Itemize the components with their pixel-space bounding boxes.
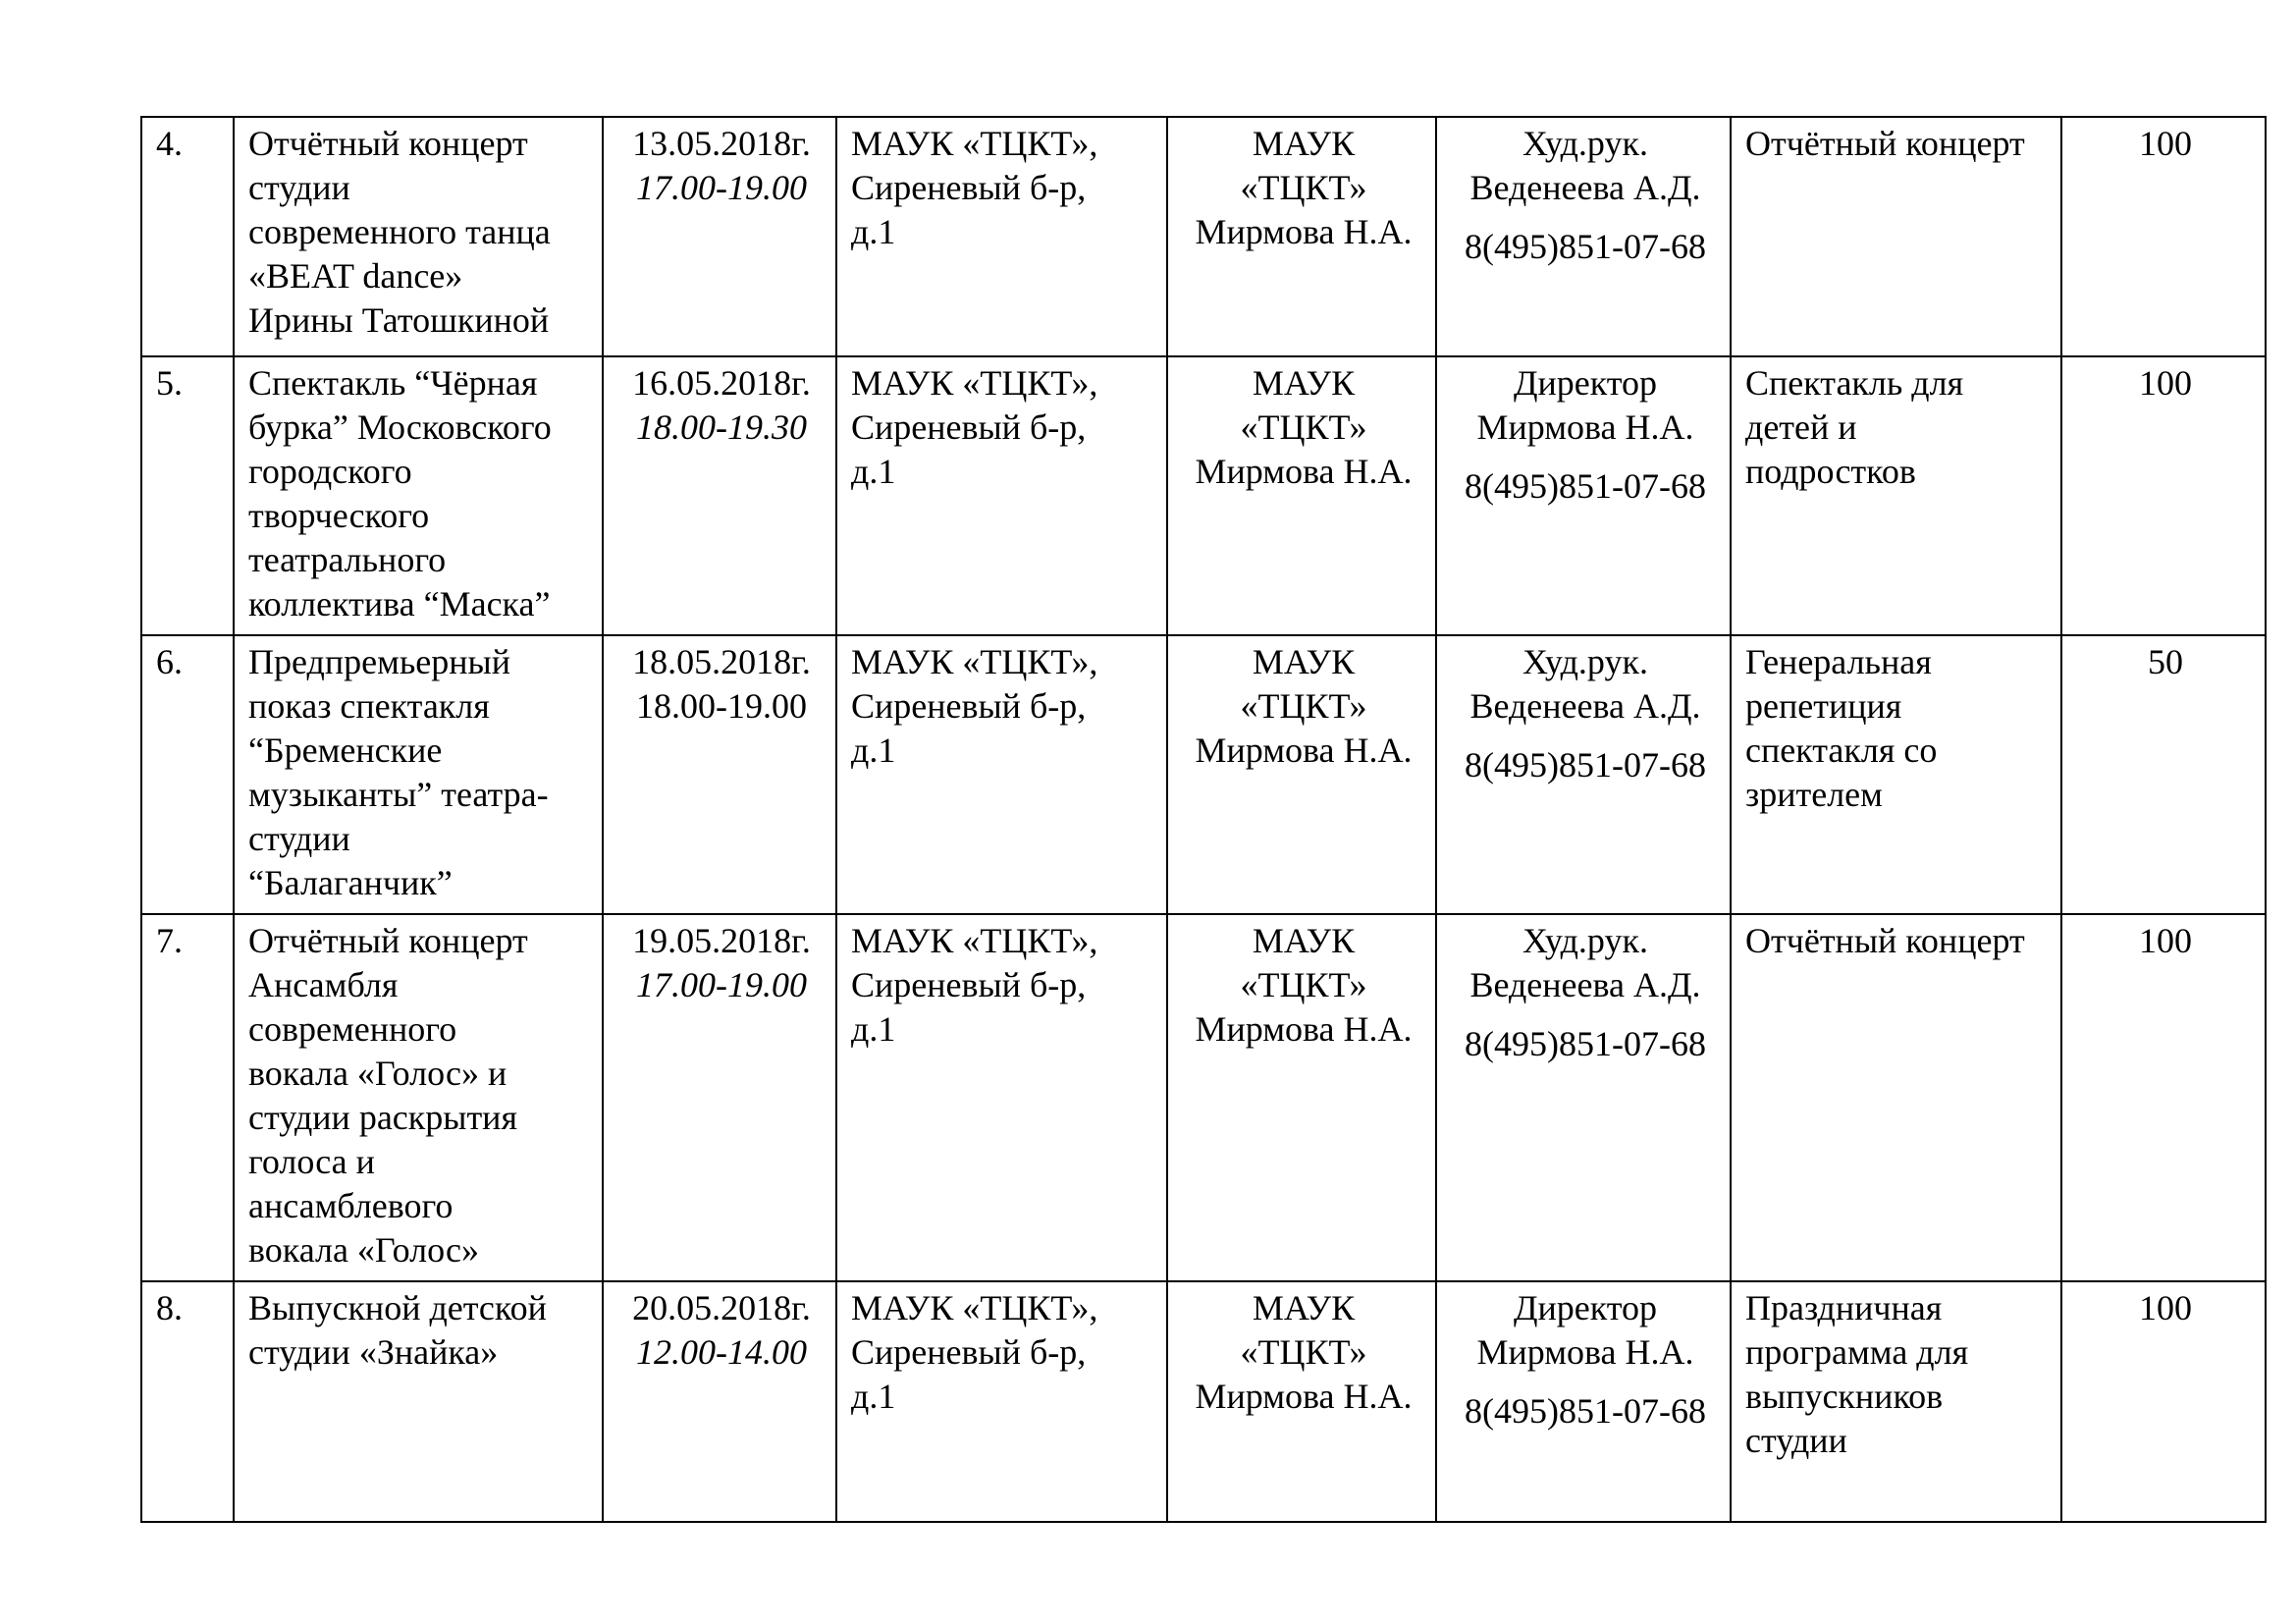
event-place-line: МАУК «ТЦКТ»,: [851, 1288, 1098, 1327]
event-name-line: “Бременские: [248, 731, 443, 770]
organizer-line: «ТЦКТ»: [1240, 407, 1367, 447]
responsible-cell: [1436, 635, 1731, 914]
event-name-line: ансамблевого: [248, 1186, 454, 1225]
event-description-line: студии: [1745, 1421, 1847, 1460]
responsible-cell: [1436, 914, 1731, 1281]
event-place-line: д.1: [851, 1377, 896, 1416]
event-date-cell: [603, 914, 836, 1281]
event-name-line: Ансамбля: [248, 965, 399, 1004]
row-number: 8.: [156, 1288, 183, 1327]
event-name-line: музыканты” театра-: [248, 775, 549, 814]
participants-count: 100: [2139, 921, 2192, 960]
event-description-line: Праздничная: [1745, 1288, 1943, 1327]
responsible-line: Худ.рук.: [1522, 642, 1648, 681]
event-time: 17.00-19.00: [636, 168, 807, 207]
event-name-cell: [234, 635, 603, 914]
table-row: [141, 356, 2266, 635]
event-name-line: Ирины Татошкиной: [248, 300, 550, 340]
event-description-cell: [1731, 635, 2061, 914]
organizer-line: Мирмова Н.А.: [1195, 1377, 1413, 1416]
event-date-cell: [603, 1281, 836, 1522]
event-description-line: репетиция: [1745, 686, 1902, 726]
responsible-line: Худ.рук.: [1522, 921, 1648, 960]
event-name-cell: [234, 1281, 603, 1522]
event-place-line: МАУК «ТЦКТ»,: [851, 642, 1098, 681]
row-number: 5.: [156, 363, 183, 403]
row-number: 6.: [156, 642, 183, 681]
participants-count-cell: [2061, 356, 2266, 635]
organizer-line: «ТЦКТ»: [1240, 965, 1367, 1004]
table-row: [141, 117, 2266, 356]
event-name-line: Отчётный концерт: [248, 124, 528, 163]
event-place-cell: [836, 635, 1167, 914]
organizer-cell: [1167, 356, 1436, 635]
participants-count: 50: [2148, 642, 2183, 681]
table-row: [141, 914, 2266, 1281]
event-name-cell: [234, 117, 603, 356]
event-description-line: спектакля со: [1745, 731, 1938, 770]
event-place-line: Сиреневый б-р,: [851, 965, 1087, 1004]
organizer-line: «ТЦКТ»: [1240, 168, 1367, 207]
event-place-cell: [836, 117, 1167, 356]
event-name-line: голоса и: [248, 1142, 375, 1181]
event-description-line: подростков: [1745, 452, 1916, 491]
event-name-line: студии раскрытия: [248, 1098, 518, 1137]
event-place-line: д.1: [851, 1009, 896, 1049]
event-place-line: Сиреневый б-р,: [851, 168, 1087, 207]
organizer-line: МАУК: [1252, 124, 1356, 163]
event-description-line: Спектакль для: [1745, 363, 1964, 403]
event-description-cell: [1731, 117, 2061, 356]
row-number-cell: [141, 1281, 234, 1522]
event-place-line: д.1: [851, 212, 896, 251]
organizer-cell: [1167, 914, 1436, 1281]
table-body: [141, 117, 2266, 1522]
event-name-line: Отчётный концерт: [248, 921, 528, 960]
event-date: 19.05.2018г.: [632, 921, 811, 960]
organizer-cell: [1167, 1281, 1436, 1522]
phone-number: 8(495)851-07-68: [1465, 1391, 1706, 1431]
event-name-line: Выпускной детской: [248, 1288, 547, 1327]
row-number-cell: [141, 117, 234, 356]
event-description-line: Отчётный концерт: [1745, 124, 2025, 163]
event-description-cell: [1731, 1281, 2061, 1522]
events-table: [140, 116, 2267, 1523]
organizer-line: МАУК: [1252, 363, 1356, 403]
organizer-line: Мирмова Н.А.: [1195, 452, 1413, 491]
event-place-line: МАУК «ТЦКТ»,: [851, 363, 1098, 403]
organizer-line: МАУК: [1252, 921, 1356, 960]
event-name-line: коллектива “Маска”: [248, 584, 551, 623]
event-description-line: программа для: [1745, 1332, 1969, 1372]
event-name-line: вокала «Голос» и: [248, 1054, 507, 1093]
event-description-line: Отчётный концерт: [1745, 921, 2025, 960]
event-name-line: театрального: [248, 540, 447, 579]
participants-count-cell: [2061, 635, 2266, 914]
event-place-line: Сиреневый б-р,: [851, 1332, 1087, 1372]
organizer-line: МАУК: [1252, 642, 1356, 681]
event-description-line: детей и: [1745, 407, 1857, 447]
organizer-cell: [1167, 117, 1436, 356]
organizer-line: Мирмова Н.А.: [1195, 731, 1413, 770]
event-description-cell: [1731, 914, 2061, 1281]
participants-count-cell: [2061, 117, 2266, 356]
event-date: 20.05.2018г.: [632, 1288, 811, 1327]
phone-number: 8(495)851-07-68: [1465, 745, 1706, 785]
event-name-cell: [234, 356, 603, 635]
event-place-line: д.1: [851, 731, 896, 770]
event-place-line: д.1: [851, 452, 896, 491]
event-description-line: зрителем: [1745, 775, 1883, 814]
event-time: 18.00-19.30: [636, 407, 807, 447]
responsible-line: Мирмова Н.А.: [1476, 407, 1694, 447]
event-date-cell: [603, 356, 836, 635]
event-name-line: современного: [248, 1009, 457, 1049]
event-time: 18.00-19.00: [636, 686, 807, 726]
row-number-cell: [141, 356, 234, 635]
event-name-line: показ спектакля: [248, 686, 490, 726]
event-name-line: студии «Знайка»: [248, 1332, 499, 1372]
organizer-line: МАУК: [1252, 1288, 1356, 1327]
responsible-line: Веденеева А.Д.: [1469, 965, 1701, 1004]
table-row: [141, 635, 2266, 914]
event-date: 18.05.2018г.: [632, 642, 811, 681]
organizer-line: Мирмова Н.А.: [1195, 1009, 1413, 1049]
event-place-line: Сиреневый б-р,: [851, 407, 1087, 447]
event-place-cell: [836, 356, 1167, 635]
event-place-cell: [836, 914, 1167, 1281]
event-time: 12.00-14.00: [636, 1332, 807, 1372]
row-number: 7.: [156, 921, 183, 960]
organizer-line: Мирмова Н.А.: [1195, 212, 1413, 251]
event-name-line: “Балаганчик”: [248, 863, 453, 902]
event-place-cell: [836, 1281, 1167, 1522]
row-number-cell: [141, 635, 234, 914]
event-name-line: современного танца: [248, 212, 551, 251]
event-date: 13.05.2018г.: [632, 124, 811, 163]
event-name-line: Спектакль “Чёрная: [248, 363, 538, 403]
responsible-line: Директор: [1513, 363, 1658, 403]
participants-count: 100: [2139, 363, 2192, 403]
organizer-line: «ТЦКТ»: [1240, 686, 1367, 726]
row-number: 4.: [156, 124, 183, 163]
event-name-line: студии: [248, 819, 350, 858]
participants-count: 100: [2139, 1288, 2192, 1327]
responsible-line: Мирмова Н.А.: [1476, 1332, 1694, 1372]
event-date-cell: [603, 635, 836, 914]
event-place-line: МАУК «ТЦКТ»,: [851, 921, 1098, 960]
organizer-cell: [1167, 635, 1436, 914]
event-date: 16.05.2018г.: [632, 363, 811, 403]
responsible-line: Веденеева А.Д.: [1469, 168, 1701, 207]
responsible-cell: [1436, 1281, 1731, 1522]
event-name-line: Предпремьерный: [248, 642, 510, 681]
event-name-cell: [234, 914, 603, 1281]
event-place-line: Сиреневый б-р,: [851, 686, 1087, 726]
event-name-line: бурка” Московского: [248, 407, 552, 447]
table-row: [141, 1281, 2266, 1522]
phone-number: 8(495)851-07-68: [1465, 227, 1706, 266]
row-number-cell: [141, 914, 234, 1281]
event-description-cell: [1731, 356, 2061, 635]
event-name-line: вокала «Голос»: [248, 1230, 479, 1270]
responsible-cell: [1436, 356, 1731, 635]
event-name-line: творческого: [248, 496, 430, 535]
event-date-cell: [603, 117, 836, 356]
responsible-line: Худ.рук.: [1522, 124, 1648, 163]
participants-count-cell: [2061, 914, 2266, 1281]
event-name-line: городского: [248, 452, 412, 491]
responsible-line: Директор: [1513, 1288, 1658, 1327]
responsible-cell: [1436, 117, 1731, 356]
event-time: 17.00-19.00: [636, 965, 807, 1004]
responsible-line: Веденеева А.Д.: [1469, 686, 1701, 726]
organizer-line: «ТЦКТ»: [1240, 1332, 1367, 1372]
participants-count: 100: [2139, 124, 2192, 163]
event-name-line: студии: [248, 168, 350, 207]
event-description-line: выпускников: [1745, 1377, 1944, 1416]
phone-number: 8(495)851-07-68: [1465, 466, 1706, 506]
event-name-line: «BEAT dance»: [248, 256, 463, 296]
event-place-line: МАУК «ТЦКТ»,: [851, 124, 1098, 163]
phone-number: 8(495)851-07-68: [1465, 1024, 1706, 1063]
event-description-line: Генеральная: [1745, 642, 1932, 681]
participants-count-cell: [2061, 1281, 2266, 1522]
